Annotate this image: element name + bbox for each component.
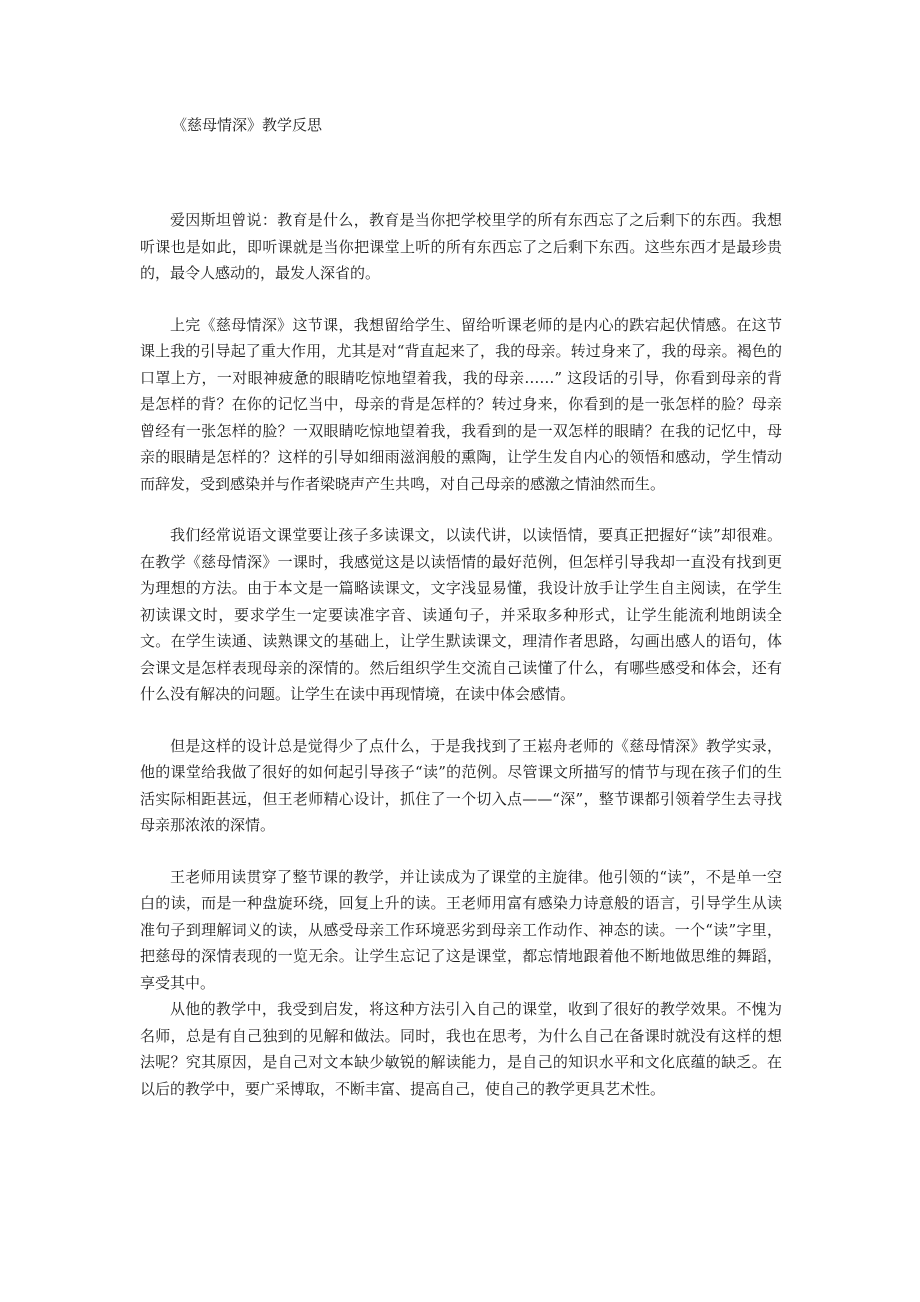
paragraph-reading-method: 我们经常说语文课堂要让孩子多读课文，以读代讲，以读悟情，要真正把握好“读”却很难。在教学《慈母情深》一课时，我感觉这是以读悟情的最好范例，但怎样引导我却一直没有找到更为理想的方法。由于本文是一篇略读课文，文字浅显易懂，我设计放手让学生自主阅读，在学生初读课文时，要求学生一定要读准字音、读通句子，并采取多种形式，让学生能流利地朗读全文。在学生读通、读熟课文的基础上，让学生默读课文，理清作者思路，勾画出感人的语句，体会课文是怎样表现母亲的深情的。然后组织学生交流自己读懂了什么，有哪些感受和体会，还有什么没有解决的问题。让学生在读中再现情境，在读中体会感情。 [140, 526, 782, 703]
document-body [140, 207, 782, 1102]
paragraph-teacher-wang-record: 但是这样的设计总是觉得少了点什么，于是我找到了王崧舟老师的《慈母情深》教学实录，他的课堂给我做了很好的如何起引导孩子“读”的范例。尽管课文所描写的情节与现在孩子们的生活实际相距甚远，但王老师精心设计，抓住了一个切入点——“深”，整节课都引领着学生去寻找母亲那浓浓的深情。 [140, 736, 782, 834]
paragraph-lesson-guidance: 上完《慈母情深》这节课，我想留给学生、留给听课老师的是内心的跌宕起伏情感。在这节课上我的引导起了重大作用，尤其是对“背直起来了，我的母亲。转过身来了，我的母亲。褐色的口罩上方，一对眼神疲惫的眼睛吃惊地望着我，我的母亲……” 这段话的引导，你看到母亲的背是怎样的背？在你的记忆当中，母亲的背是怎样的？转过身来，你看到的是一张怎样的脸？母亲曾经有一张怎样的脸？一双眼睛吃惊地望着我，我看到的是一双怎样的眼睛？在我的记忆中，母亲的眼睛是怎样的？这样的引导如细雨滋润般的熏陶，让学生发自内心的领悟和感动，学生情动而辞发，受到感染并与作者梁晓声产生共鸣，对自己母亲的感激之情油然而生。 [140, 315, 782, 493]
paragraph-reading-throughout: 王老师用读贯穿了整节课的教学，并让读成为了课堂的主旋律。他引领的“读”，不是单一空白的读，而是一种盘旋环绕，回复上升的读。王老师用富有感染力诗意般的语言，引导学生从读准句子到理解词义的读，从感受母亲工作环境恶劣到母亲工作动作、神态的读。一个“读”字里，把慈母的深情表现的一览无余。让学生忘记了这是课堂，都忘情地跟着他不断地做思维的舞蹈，享受其中。 [140, 867, 782, 992]
document-title: 《慈母情深》教学反思 [172, 116, 323, 134]
paragraph-einstein-quote: 爱因斯坦曾说：教育是什么，教育是当你把学校里学的所有东西忘了之后剩下的东西。我想听课也是如此，即听课就是当你把课堂上听的所有东西忘了之后剩下东西。这些东西才是最珍贵的，最令人感动的，最发人深省的。 [140, 211, 782, 282]
paragraph-reflection: 从他的教学中，我受到启发，将这种方法引入自己的课堂，收到了很好的教学效果。不愧为名师，总是有自己独到的见解和做法。同时，我也在思考，为什么自己在备课时就没有这样的想法呢？究其原因，是自己对文本缺少敏锐的解读能力，是自己的知识水平和文化底蕴的缺乏。在以后的教学中，要广采博取，不断丰富、提高自己，使自己的教学更具艺术性。 [140, 1000, 782, 1098]
